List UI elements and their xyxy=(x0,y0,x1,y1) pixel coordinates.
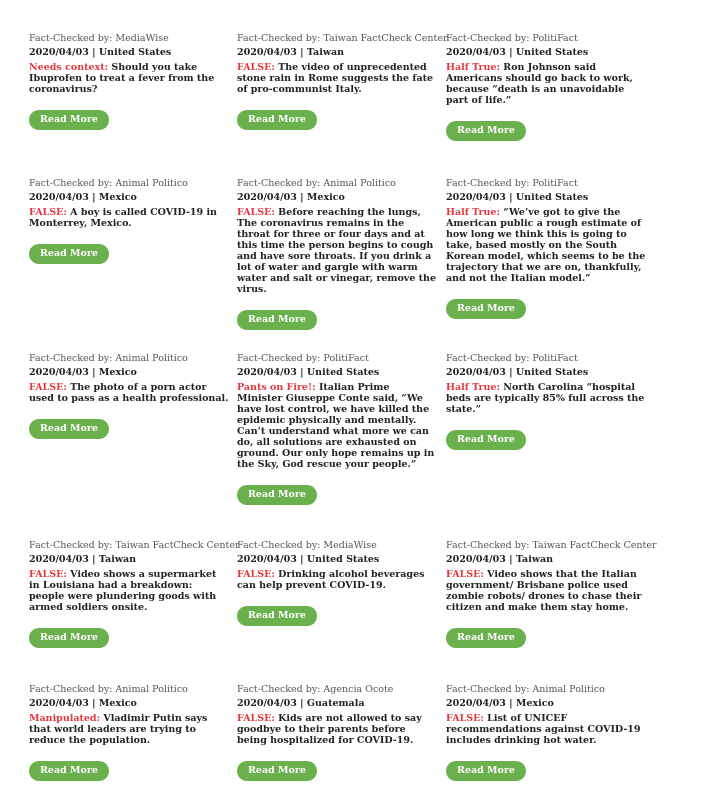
fact-checker: Fact-Checked by: Taiwan FactCheck Center xyxy=(29,540,240,551)
claim-text: Video shows that the Italian government/ Brisbane police used zombie robots/ drones to chase their citizen and make them stay home. xyxy=(446,569,642,613)
rating-label: FALSE: xyxy=(237,569,275,580)
date-location: 2020/04/03 | United States xyxy=(446,47,589,58)
read-more-button[interactable]: Read More xyxy=(237,606,317,626)
claim-text: Vladimir Putin says that world leaders are trying to reduce the population. xyxy=(29,713,208,746)
rating-label: FALSE: xyxy=(237,62,275,73)
fact-checker: Fact-Checked by: Agencia Ocote xyxy=(237,684,394,695)
fact-check-card xyxy=(29,353,229,439)
claim xyxy=(446,62,646,106)
fact-checker: Fact-Checked by: Animal Politico xyxy=(29,684,188,695)
claim-text: Kids are not allowed to say goodbye to their parents before being hospitalized for COVID-19. xyxy=(237,713,422,746)
fact-checker: Fact-Checked by: PolitiFact xyxy=(446,178,578,189)
read-more-button[interactable]: Read More xyxy=(237,485,317,505)
claim xyxy=(237,713,437,746)
fact-checker: Fact-Checked by: Animal Politico xyxy=(237,178,396,189)
fact-check-card xyxy=(446,684,646,781)
read-more-button[interactable]: Read More xyxy=(237,761,317,781)
read-more-button[interactable]: Read More xyxy=(237,110,317,130)
claim xyxy=(446,382,646,415)
fact-check-card xyxy=(237,684,437,781)
date-location: 2020/04/03 | Taiwan xyxy=(237,47,345,58)
read-more-button[interactable]: Read More xyxy=(446,121,526,141)
fact-checker: Fact-Checked by: MediaWise xyxy=(237,540,377,551)
date-location: 2020/04/03 | Taiwan xyxy=(29,554,137,565)
fact-check-card xyxy=(446,178,646,319)
fact-checker: Fact-Checked by: Animal Politico xyxy=(29,353,188,364)
date-location: 2020/04/03 | Mexico xyxy=(237,192,345,203)
fact-check-card xyxy=(446,353,646,450)
fact-check-card xyxy=(237,178,437,330)
claim-text: Should you take Ibuprofen to treat a fever from the coronavirus? xyxy=(29,62,215,95)
date-location: 2020/04/03 | Guatemala xyxy=(237,698,365,709)
fact-check-card xyxy=(446,540,657,648)
fact-check-card xyxy=(29,684,229,781)
claim-text: A boy is called COVID-19 in Monterrey, Mexico. xyxy=(29,207,217,229)
claim xyxy=(237,382,437,470)
rating-label: Half True: xyxy=(446,62,500,73)
date-location: 2020/04/03 | United States xyxy=(446,192,589,203)
claim xyxy=(29,207,229,229)
fact-checker: Fact-Checked by: PolitiFact xyxy=(446,33,578,44)
date-location: 2020/04/03 | Mexico xyxy=(29,192,137,203)
claim-text: “We’ve got to give the American public a rough estimate of how long we think this is going to take, based mostly on the South Korean model, which seems to be the trajectory that we are on, thankfully, and not the Italian model.” xyxy=(446,207,646,284)
fact-checker: Fact-Checked by: MediaWise xyxy=(29,33,169,44)
rating-label: Manipulated: xyxy=(29,713,101,724)
rating-label: FALSE: xyxy=(29,569,67,580)
rating-label: FALSE: xyxy=(29,382,67,393)
claim-text: Ron Johnson said Americans should go back to work, because “death is an unavoidable part of life.” xyxy=(446,62,633,106)
claim xyxy=(446,207,646,284)
read-more-button[interactable]: Read More xyxy=(446,430,526,450)
claim xyxy=(237,569,437,591)
date-location: 2020/04/03 | United States xyxy=(237,367,380,378)
fact-check-card xyxy=(237,353,437,505)
read-more-button[interactable]: Read More xyxy=(29,419,109,439)
date-location: 2020/04/03 | Mexico xyxy=(446,698,554,709)
read-more-button[interactable]: Read More xyxy=(29,110,109,130)
date-location: 2020/04/03 | Mexico xyxy=(29,367,137,378)
rating-label: Pants on Fire!: xyxy=(237,382,316,393)
fact-checker: Fact-Checked by: Taiwan FactCheck Center xyxy=(446,540,657,551)
fact-check-card xyxy=(29,178,229,264)
rating-label: Half True: xyxy=(446,382,500,393)
fact-check-card xyxy=(446,33,646,141)
claim xyxy=(446,713,646,746)
claim-text: Italian Prime Minister Giuseppe Conte said, “We have lost control, we have killed the epidemic physically and mentally. Can’t understand what more we can do, all solutions are exhausted on ground. Our only hope remains up in the Sky, God rescue your people.” xyxy=(237,382,435,470)
fact-checker: Fact-Checked by: Animal Politico xyxy=(29,178,188,189)
claim-text: The photo of a porn actor used to pass as a health professional. xyxy=(29,382,229,404)
claim xyxy=(237,207,437,295)
read-more-button[interactable]: Read More xyxy=(446,628,526,648)
claim-text: The video of unprecedented stone rain in Rome suggests the fate of pro-communist Italy. xyxy=(237,62,434,95)
claim xyxy=(29,62,229,95)
claim-text: List of UNICEF recommendations against COVID-19 includes drinking hot water. xyxy=(446,713,641,746)
read-more-button[interactable]: Read More xyxy=(237,310,317,330)
fact-check-card xyxy=(237,33,448,130)
rating-label: FALSE: xyxy=(237,207,275,218)
claim-text: Before reaching the lungs, The coronavirus remains in the throat for three or four days and at this time the person begins to cough and have sore throats. If you drink a lot of water and gargle with warm water and salt or vinegar, remove the virus. xyxy=(237,207,437,295)
claim xyxy=(29,569,229,613)
fact-checker: Fact-Checked by: PolitiFact xyxy=(237,353,369,364)
rating-label: FALSE: xyxy=(446,713,484,724)
read-more-button[interactable]: Read More xyxy=(29,761,109,781)
fact-check-card xyxy=(29,540,240,648)
read-more-button[interactable]: Read More xyxy=(446,299,526,319)
claim xyxy=(237,62,437,95)
read-more-button[interactable]: Read More xyxy=(29,244,109,264)
date-location: 2020/04/03 | Taiwan xyxy=(446,554,554,565)
rating-label: FALSE: xyxy=(29,207,67,218)
fact-checker: Fact-Checked by: PolitiFact xyxy=(446,353,578,364)
date-location: 2020/04/03 | United States xyxy=(446,367,589,378)
date-location: 2020/04/03 | Mexico xyxy=(29,698,137,709)
read-more-button[interactable]: Read More xyxy=(446,761,526,781)
rating-label: Half True: xyxy=(446,207,500,218)
claim-text: Video shows a supermarket in Louisiana had a breakdown: people were plundering goods with armed soldiers onsite. xyxy=(29,569,217,613)
date-location: 2020/04/03 | United States xyxy=(29,47,172,58)
claim-text: North Carolina “hospital beds are typically 85% full across the state.” xyxy=(446,382,645,415)
claim-text: Drinking alcohol beverages can help prevent COVID-19. xyxy=(237,569,425,591)
fact-checker: Fact-Checked by: Taiwan FactCheck Center xyxy=(237,33,448,44)
fact-check-card xyxy=(29,33,229,130)
claim xyxy=(29,713,229,746)
date-location: 2020/04/03 | United States xyxy=(237,554,380,565)
rating-label: FALSE: xyxy=(237,713,275,724)
claim xyxy=(446,569,646,613)
read-more-button[interactable]: Read More xyxy=(29,628,109,648)
claim xyxy=(29,382,229,404)
rating-label: FALSE: xyxy=(446,569,484,580)
rating-label: Needs context: xyxy=(29,62,109,73)
fact-checker: Fact-Checked by: Animal Politico xyxy=(446,684,605,695)
fact-check-card xyxy=(237,540,437,626)
